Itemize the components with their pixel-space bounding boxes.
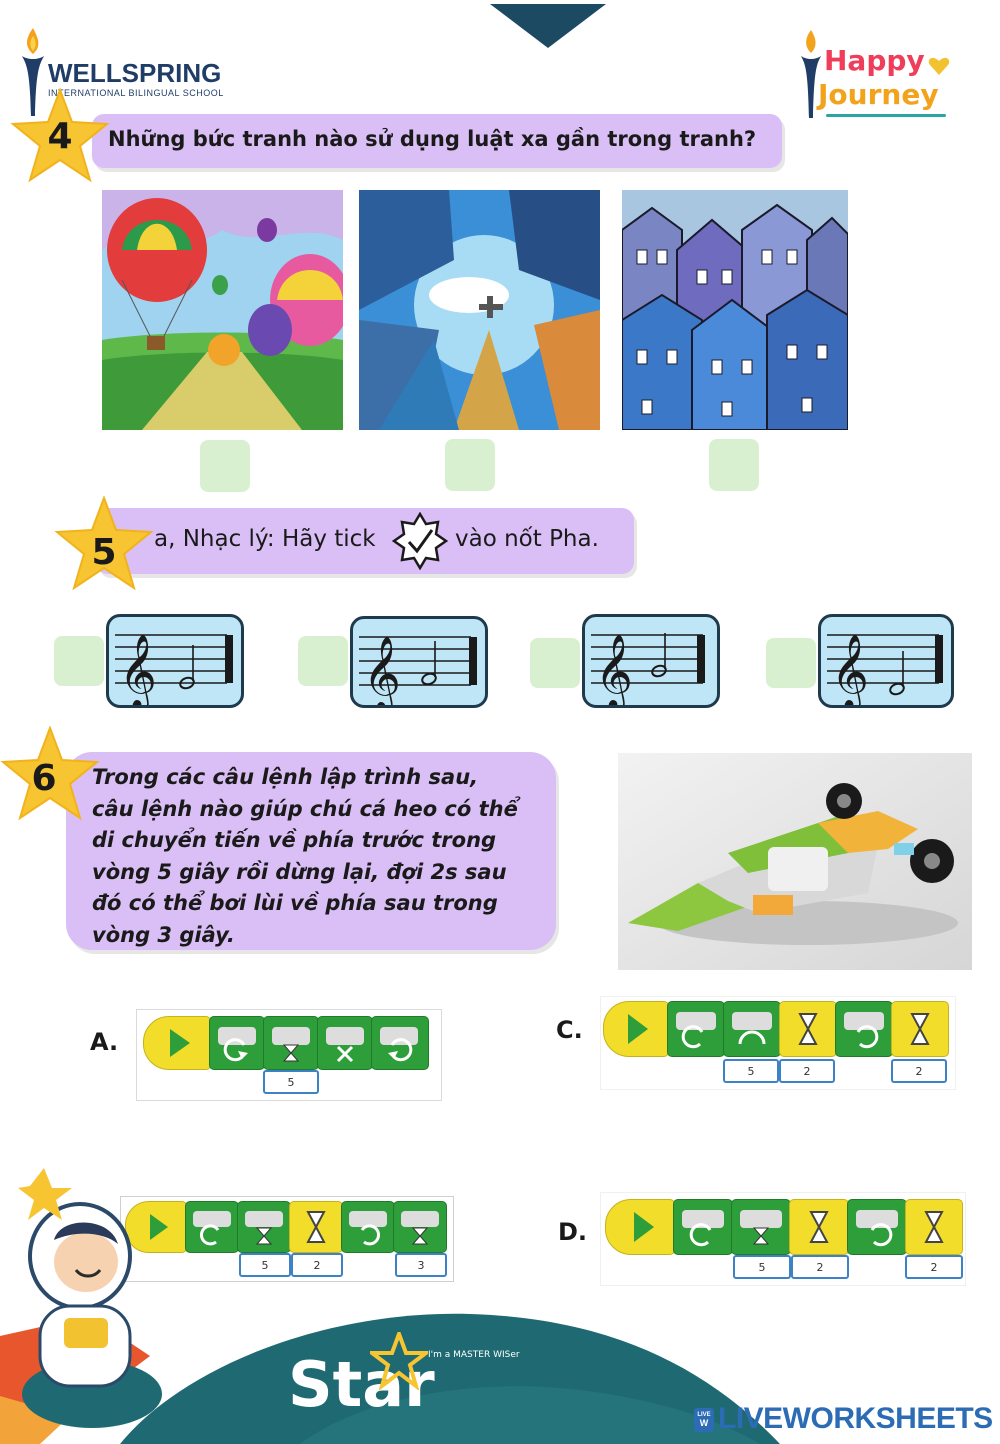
badge-top-text: LIVE	[697, 1412, 711, 1418]
motor-timer-block	[237, 1201, 291, 1253]
q5-answer-box-4[interactable]	[766, 638, 816, 688]
wait-block	[789, 1199, 849, 1255]
star-logo-icon	[370, 1332, 428, 1390]
q5-number-star	[54, 496, 154, 592]
play-icon	[144, 1017, 210, 1069]
q4-number-star	[10, 88, 110, 184]
start-block	[603, 1001, 669, 1057]
option-b-duration-3: 3	[395, 1253, 447, 1277]
program-name-line1: Happy	[824, 44, 925, 77]
motor-stop-block	[317, 1016, 373, 1070]
motor-left-block	[673, 1199, 733, 1255]
rotate-right-icon	[836, 1002, 892, 1056]
q4-answer-box-3[interactable]	[709, 439, 759, 491]
blue-houses-painting	[622, 190, 848, 430]
motor-right-block	[341, 1201, 395, 1253]
music-staff-e	[109, 617, 241, 705]
q6-question-text	[92, 762, 552, 951]
option-d-duration-2: 2	[791, 1255, 849, 1279]
wait-block	[779, 1001, 837, 1057]
astronaut-rocket-mascot	[0, 1166, 210, 1444]
music-staff-f	[353, 619, 485, 705]
rotate-right-icon	[848, 1200, 906, 1254]
option-c-duration-1: 5	[723, 1059, 779, 1083]
option-a-label: A.	[90, 1028, 119, 1056]
star-tagline: I'm a MASTER WISer	[428, 1350, 520, 1360]
motor-timer-block	[393, 1201, 447, 1253]
q4-answer-box-2[interactable]	[445, 439, 495, 491]
hourglass-icon	[264, 1017, 318, 1069]
staff-frame-1	[106, 614, 244, 708]
q6-line-6: vòng 3 giây.	[92, 922, 235, 947]
hourglass-icon	[892, 1002, 948, 1056]
start-block	[143, 1016, 211, 1070]
hourglass-icon	[394, 1202, 446, 1252]
heart-icon	[928, 56, 950, 76]
play-icon	[606, 1200, 674, 1254]
liveworksheets-watermark[interactable]: LIVEWORKSHEETS	[718, 1402, 993, 1435]
checkmark-badge-icon	[392, 512, 448, 570]
top-notch-decoration	[490, 0, 606, 48]
q6-line-4: vòng 5 giây rồi dừng lại, đợi 2s sau	[92, 859, 507, 884]
hourglass-icon	[732, 1200, 790, 1254]
skyscrapers-upward-view-painting	[359, 190, 600, 430]
q6-line-3: di chuyển tiến về phía trước trong	[92, 828, 497, 852]
option-d-code[interactable]	[600, 1192, 966, 1286]
motor-power-block	[723, 1001, 781, 1057]
wait-block	[289, 1201, 343, 1253]
rotate-right-icon	[342, 1202, 394, 1252]
motor-timer-block	[731, 1199, 791, 1255]
option-c-duration-2: 2	[779, 1059, 835, 1083]
start-block	[605, 1199, 675, 1255]
program-name-line2: Journey	[818, 78, 939, 111]
school-subtitle: INTERNATIONAL BILINGUAL SCHOOL	[48, 88, 224, 98]
q6-line-2: câu lệnh nào giúp chú cá heo có thể	[92, 796, 518, 821]
treble-clef-icon: 𝄞	[119, 635, 157, 705]
staff-frame-2	[350, 616, 488, 708]
speedometer-icon	[724, 1002, 780, 1056]
treble-clef-icon: 𝄞	[595, 635, 633, 705]
wait-block	[891, 1001, 949, 1057]
q5-answer-box-3[interactable]	[530, 638, 580, 688]
hourglass-icon	[780, 1002, 836, 1056]
star-brand-wordmark: Star	[288, 1348, 435, 1421]
treble-clef-icon: 𝄞	[363, 637, 401, 705]
motor-left-block	[209, 1016, 265, 1070]
rotate-left-icon	[210, 1017, 264, 1069]
logo-underline	[826, 114, 946, 117]
q4-answer-box-1[interactable]	[200, 440, 250, 492]
motor-left-block	[667, 1001, 725, 1057]
rotate-right-icon	[372, 1017, 428, 1069]
motor-right-block	[835, 1001, 893, 1057]
liveworksheets-badge-icon	[694, 1408, 714, 1432]
staff-frame-4	[818, 614, 954, 708]
hourglass-icon	[238, 1202, 290, 1252]
hourglass-icon	[790, 1200, 848, 1254]
badge-bottom-text: W	[699, 1418, 709, 1428]
hot-air-balloons-painting	[102, 190, 343, 430]
rotate-left-icon	[674, 1200, 732, 1254]
school-name: WELLSPRING	[48, 58, 222, 88]
option-c-code[interactable]	[600, 996, 956, 1090]
treble-clef-icon: 𝄞	[831, 635, 869, 705]
music-staff-d	[821, 617, 951, 705]
option-d-duration-1: 5	[733, 1255, 791, 1279]
music-staff-g	[585, 617, 717, 705]
q6-number: 6	[31, 757, 57, 799]
stop-icon	[318, 1017, 372, 1069]
q5-answer-box-1[interactable]	[54, 636, 104, 686]
q6-line-5: đó có thể bơi lùi về phía sau trong	[92, 891, 498, 915]
q4-number: 4	[47, 115, 73, 157]
q6-number-star	[0, 726, 100, 822]
option-c-label: C.	[556, 1016, 583, 1044]
q5-prompt-after: vào nốt Pha.	[455, 526, 599, 552]
q5-prompt-before: a, Nhạc lý: Hãy tick	[154, 526, 376, 552]
staff-frame-3	[582, 614, 720, 708]
rotate-left-icon	[668, 1002, 724, 1056]
q6-line-1: Trong các câu lệnh lập trình sau,	[92, 765, 479, 789]
option-a-duration-1: 5	[263, 1070, 319, 1094]
q5-number: 5	[91, 531, 117, 573]
happy-journey-logo	[796, 28, 966, 128]
hourglass-icon	[290, 1202, 342, 1252]
q5-answer-box-2[interactable]	[298, 636, 348, 686]
option-a-code[interactable]	[136, 1009, 442, 1101]
wait-block	[905, 1199, 963, 1255]
lego-dolphin-robot-photo	[618, 753, 972, 970]
hourglass-icon	[906, 1200, 962, 1254]
option-d-duration-3: 2	[905, 1255, 963, 1279]
motor-right-block	[371, 1016, 429, 1070]
play-icon	[604, 1002, 668, 1056]
motor-timer-block	[263, 1016, 319, 1070]
option-c-duration-3: 2	[891, 1059, 947, 1083]
option-d-label: D.	[558, 1218, 588, 1246]
option-b-duration-2: 2	[291, 1253, 343, 1277]
motor-right-block	[847, 1199, 907, 1255]
option-b-duration-1: 5	[239, 1253, 291, 1277]
q4-question-text: Những bức tranh nào sử dụng luật xa gần trong tranh?	[108, 127, 757, 151]
